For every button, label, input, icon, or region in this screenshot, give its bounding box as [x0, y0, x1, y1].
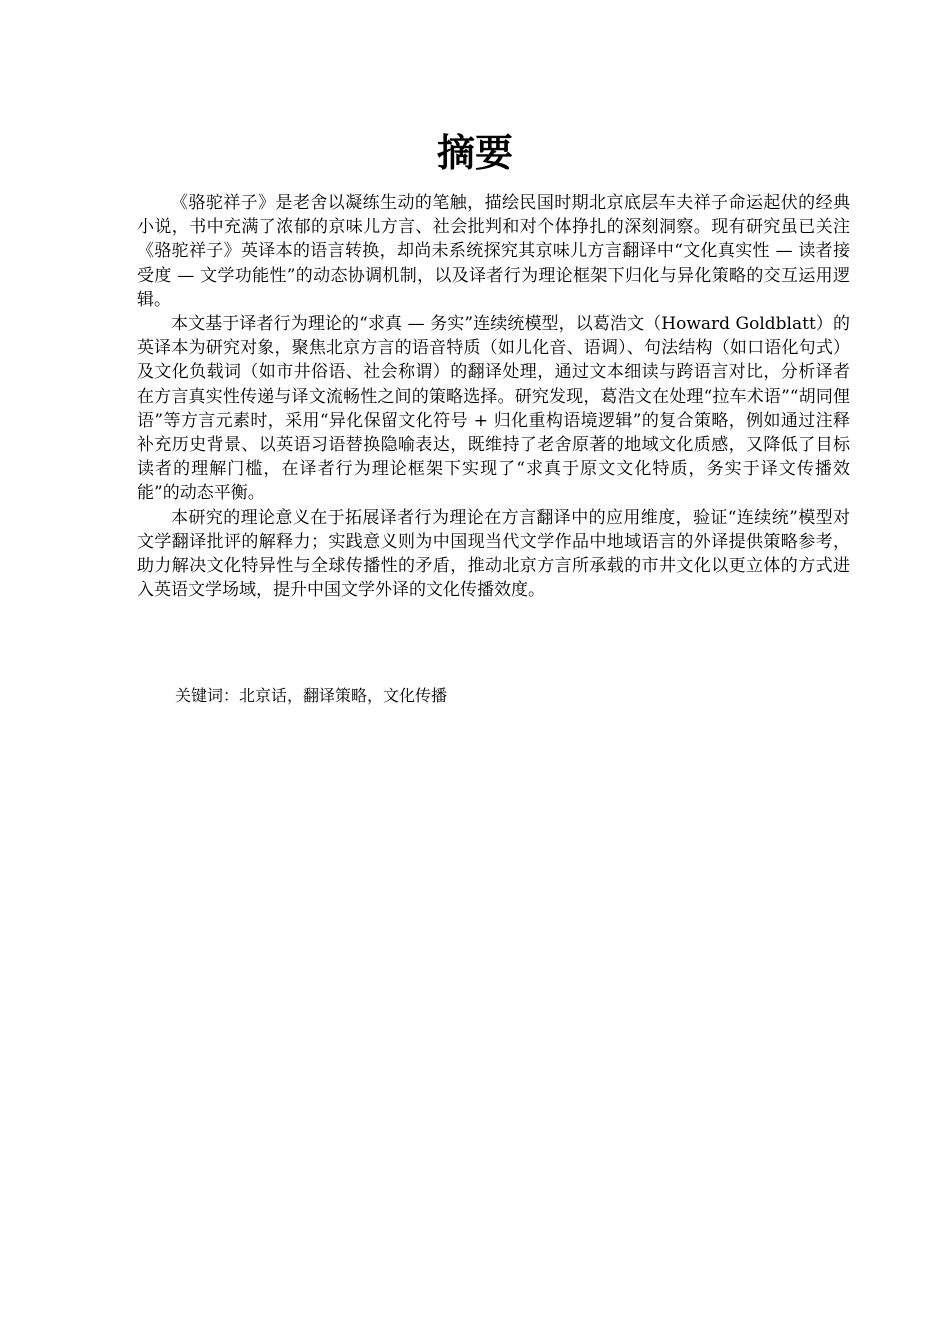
abstract-paragraph-1: 《骆驼祥子》是老舍以凝练生动的笔触，描绘民国时期北京底层车夫祥子命运起伏的经典小说，书中充满了浓郁的京味儿方言、社会批判和对个体挣扎的深刻洞察。现有研究虽已关注《骆驼祥子》英译本的语言转换，却尚未系统探究其京味儿方言翻译中“文化真实性 — 读者接受度 — 文学功能性”的动态协调机制，以及译者行为理论框架下归化与异化策略的交互运用逻辑。	[137, 193, 850, 310]
keywords-line: 关键词：北京话，翻译策略，文化传播	[175, 686, 448, 705]
abstract-title: 摘要	[436, 130, 513, 175]
abstract-paragraph-2: 本文基于译者行为理论的“求真 — 务实”连续统模型，以葛浩文（Howard Goldblatt）的英译本为研究对象，聚焦北京方言的语音特质（如儿化音、语调）、句法结构（如口语化句式）及文化负载词（如市井俗语、社会称谓）的翻译处理，通过文本细读与跨语言对比，分析译者在方言真实性传递与译文流畅性之间的策略选择。研究发现，葛浩文在处理“拉车术语”“胡同俚语”等方言元素时，采用“异化保留文化符号 + 归化重构语境逻辑”的复合策略，例如通过注释补充历史背景、以英语习语替换隐喻表达，既维持了老舍原著的地域文化质感，又降低了目标读者的理解门槛，在译者行为理论框架下实现了“求真于原文文化特质，务实于译文传播效能”的动态平衡。	[137, 314, 850, 504]
abstract-paragraph-3: 本研究的理论意义在于拓展译者行为理论在方言翻译中的应用维度，验证“连续统”模型对文学翻译批评的解释力；实践意义则为中国现当代文学作品中地域语言的外译提供策略参考，助力解决文化特异性与全球传播性的矛盾，推动北京方言所承载的市井文化以更立体的方式进入英语文学场域，提升中国文学外译的文化传播效度。	[137, 507, 850, 601]
abstract-body	[137, 191, 850, 602]
